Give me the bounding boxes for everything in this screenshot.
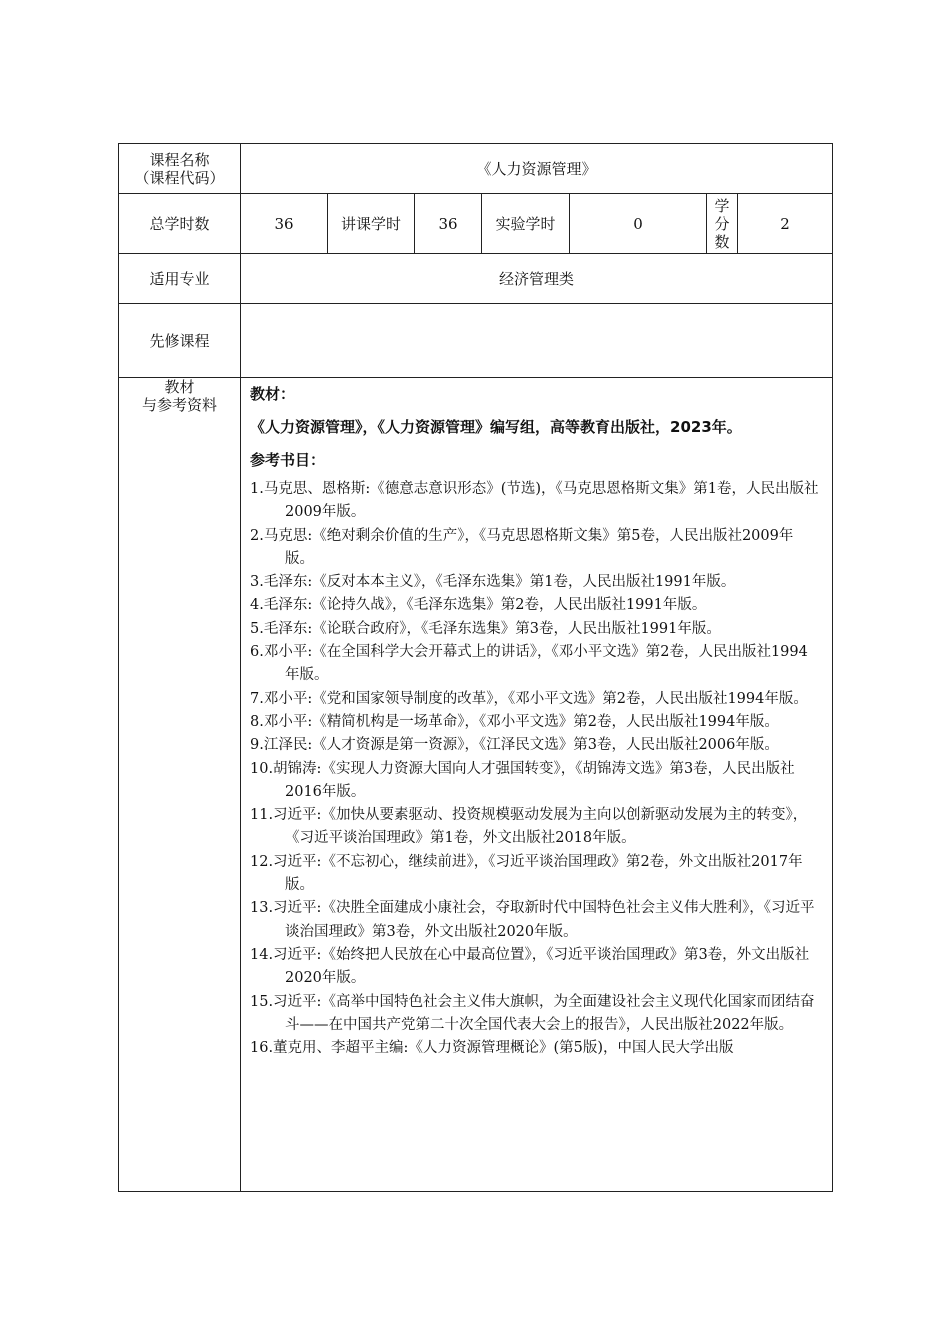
prereq-value bbox=[241, 304, 833, 378]
course-name-label-cell bbox=[119, 144, 241, 194]
course-name-label: 课程名称 bbox=[149, 150, 210, 169]
reference-item: 13.习近平:《决胜全面建成小康社会，夺取新时代中国特色社会主义伟大胜利》，《习近平谈治国理政》第3卷，外文出版社2020年版。 bbox=[250, 900, 815, 940]
credits-label-char-1: 学 bbox=[714, 196, 730, 215]
total-hours-value: 36 bbox=[241, 194, 328, 254]
prereq-row bbox=[119, 304, 833, 378]
reference-item: 7.邓小平:《党和国家领导制度的改革》，《邓小平文选》第2卷，人民出版社1994年版。 bbox=[250, 690, 808, 707]
major-value: 经济管理类 bbox=[241, 254, 833, 304]
reference-item: 14.习近平:《始终把人民放在心中最高位置》，《习近平谈治国理政》第3卷，外文出版社2020年版。 bbox=[250, 946, 810, 987]
course-info-table bbox=[118, 143, 833, 1192]
materials-label-line-1: 教材 bbox=[164, 378, 195, 396]
reference-item: 1.马克思、恩格斯:《德意志意识形态》(节选)，《马克思恩格斯文集》第1卷，人民出版社2009年版。 bbox=[250, 481, 819, 521]
total-hours-label: 总学时数 bbox=[119, 194, 241, 254]
course-name-value: 《人力资源管理》 bbox=[241, 144, 833, 194]
credits-label-char-2: 分 bbox=[714, 214, 730, 233]
course-code-label: （课程代码） bbox=[134, 168, 225, 187]
reference-item: 4.毛泽东:《论持久战》，《毛泽东选集》第2卷，人民出版社1991年版。 bbox=[250, 597, 707, 614]
lecture-hours-value: 36 bbox=[415, 194, 482, 254]
lab-hours-value: 0 bbox=[570, 194, 707, 254]
hours-row bbox=[119, 194, 833, 254]
major-row bbox=[119, 254, 833, 304]
reference-item: 16.董克用、李超平主编:《人力资源管理概论》(第5版)，中国人民大学出版 bbox=[250, 1040, 734, 1057]
references-heading: 参考书目： bbox=[250, 451, 326, 469]
textbook-heading: 教材： bbox=[250, 385, 296, 403]
reference-item: 6.邓小平:《在全国科学大会开幕式上的讲话》，《邓小平文选》第2卷，人民出版社1994年版。 bbox=[250, 644, 808, 684]
credits-label bbox=[707, 194, 738, 254]
reference-item: 11.习近平:《加快从要素驱动、投资规模驱动发展为主向以创新驱动发展为主的转变》，《习近平谈治国理政》第1卷，外文出版社2018年版。 bbox=[250, 807, 808, 847]
materials-label-cell bbox=[119, 378, 241, 1192]
credits-label-char-3: 数 bbox=[714, 232, 730, 251]
reference-item: 9.江泽民:《人才资源是第一资源》，《江泽民文选》第3卷，人民出版社2006年版。 bbox=[250, 737, 779, 754]
reference-item: 3.毛泽东:《反对本本主义》，《毛泽东选集》第1卷，人民出版社1991年版。 bbox=[250, 574, 736, 591]
materials-label-line-2: 与参考资料 bbox=[141, 396, 217, 414]
reference-item: 2.马克思:《绝对剩余价值的生产》，《马克思恩格斯文集》第5卷，人民出版社2009年版。 bbox=[250, 527, 794, 567]
reference-item: 15.习近平:《高举中国特色社会主义伟大旗帜，为全面建设社会主义现代化国家而团结奋斗——在中国共产党第二十次全国代表大会上的报告》，人民出版社2022年版。 bbox=[250, 993, 815, 1033]
reference-list bbox=[250, 478, 820, 1060]
reference-item: 8.邓小平:《精简机构是一场革命》，《邓小平文选》第2卷，人民出版社1994年版。 bbox=[250, 713, 779, 730]
reference-item: 12.习近平:《不忘初心，继续前进》，《习近平谈治国理政》第2卷，外文出版社2017年版。 bbox=[250, 853, 803, 894]
prereq-label: 先修课程 bbox=[119, 304, 241, 378]
major-label: 适用专业 bbox=[119, 254, 241, 304]
lab-hours-label: 实验学时 bbox=[482, 194, 570, 254]
materials-content bbox=[241, 378, 833, 1192]
textbook-entry: 《人力资源管理》，《人力资源管理》编写组，高等教育出版社，2023年。 bbox=[250, 418, 742, 436]
credits-value: 2 bbox=[738, 194, 833, 254]
course-name-row bbox=[119, 144, 833, 194]
materials-row bbox=[119, 378, 833, 1192]
lecture-hours-label: 讲课学时 bbox=[328, 194, 415, 254]
reference-item: 5.毛泽东:《论联合政府》，《毛泽东选集》第3卷，人民出版社1991年版。 bbox=[250, 620, 721, 637]
reference-item: 10.胡锦涛:《实现人力资源大国向人才强国转变》，《胡锦涛文选》第3卷，人民出版社2016年版。 bbox=[250, 760, 795, 800]
